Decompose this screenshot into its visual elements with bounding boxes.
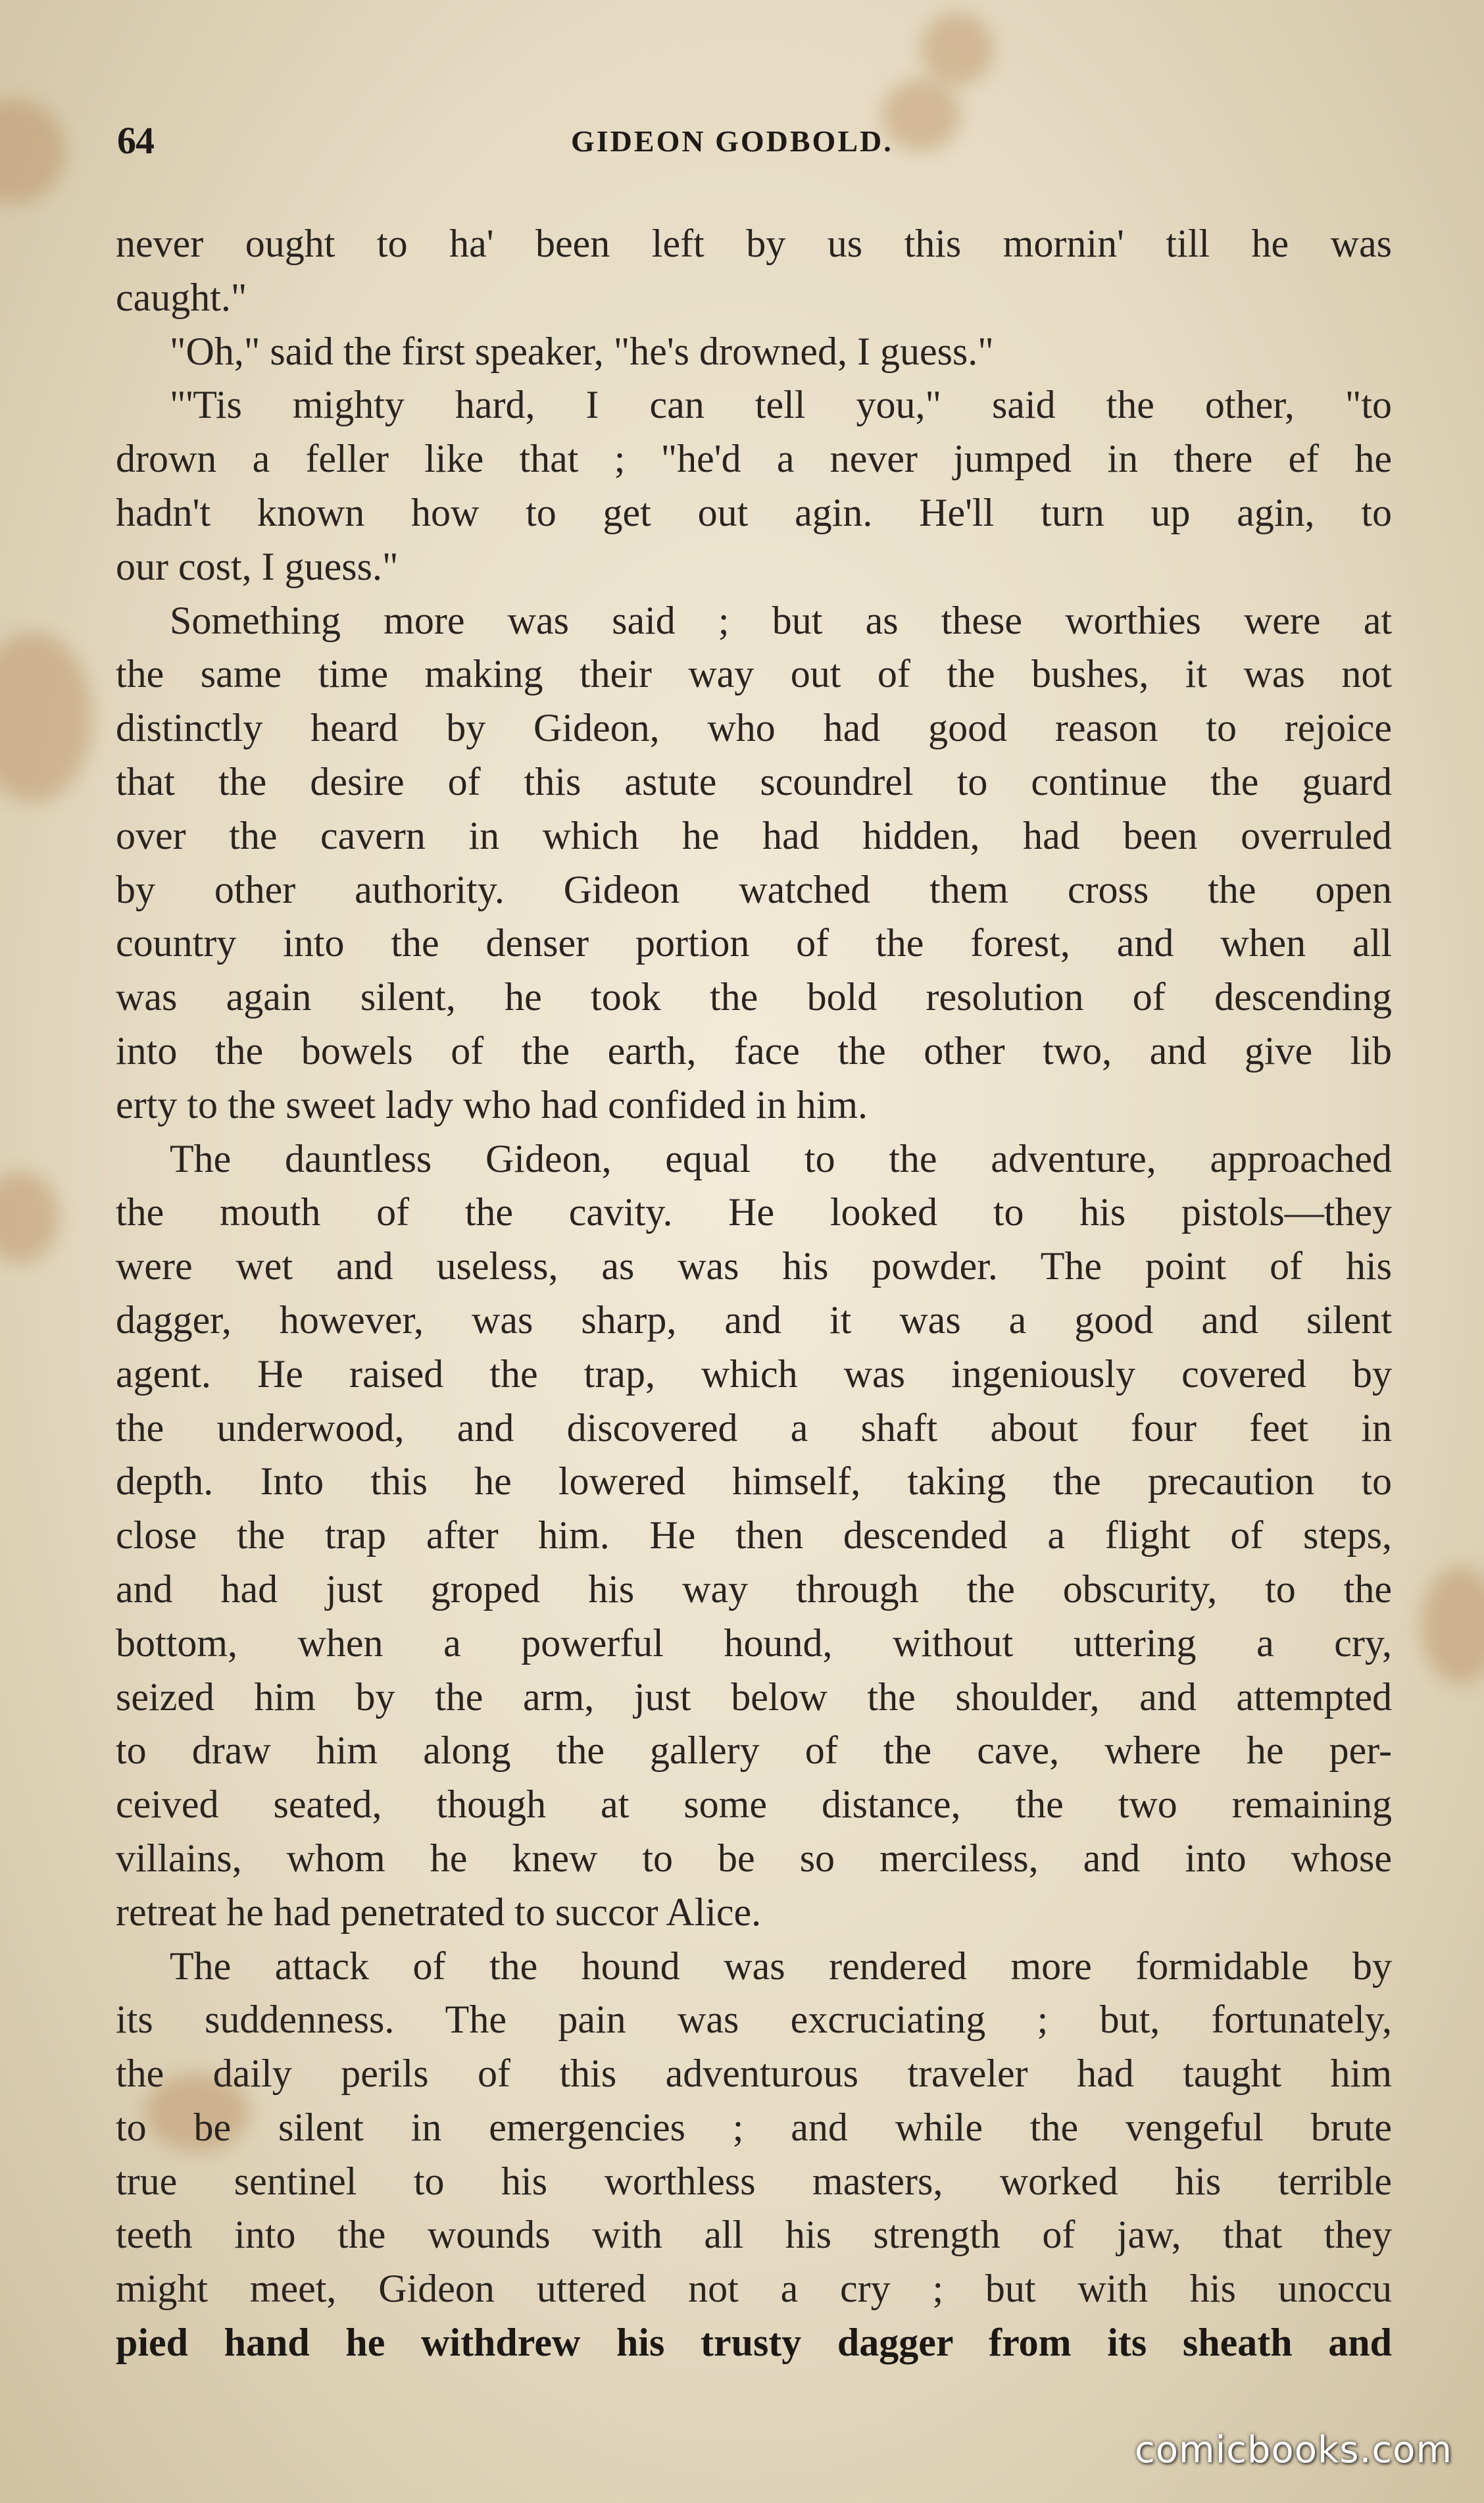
text-line: were wet and useless, as was his powder. The point of his [116, 1244, 1392, 1288]
text-line: over the cavern in which he had hidden, had been overruled [116, 813, 1392, 857]
running-head [117, 112, 1393, 171]
text-line: true sentinel to his worthless masters, worked his terrible [116, 2159, 1392, 2203]
text-line: seized him by the arm, just below the shoulder, and attempted [116, 1675, 1392, 1719]
text-line: "'Tis mighty hard, I can tell you," said the other, "to [170, 383, 1392, 427]
text-line: dagger, however, was sharp, and it was a good and silent [116, 1298, 1392, 1342]
text-line: country into the denser portion of the forest, and when all [116, 921, 1392, 965]
text-line: teeth into the wounds with all his strength of jaw, that they [116, 2213, 1392, 2257]
text-line: "Oh," said the first speaker, "he's drowned, I guess." [170, 329, 994, 373]
text-line: by other authority. Gideon watched them cross the open [116, 867, 1392, 911]
foxing-stain [921, 13, 993, 86]
foxing-stain [0, 1171, 59, 1263]
text-line: close the trap after him. He then descended a flight of steps, [116, 1513, 1392, 1557]
text-line: Something more was said ; but as these worthies were at [170, 598, 1392, 642]
page-number: 64 [117, 119, 154, 162]
text-line: retreat he had penetrated to succor Alice. [116, 1890, 762, 1934]
foxing-stain [1421, 1566, 1484, 1684]
text-line: to draw him along the gallery of the cave, where he per- [116, 1729, 1392, 1773]
text-line: caught." [116, 275, 247, 319]
text-line: ceived seated, though at some distance, the two remaining [116, 1782, 1392, 1827]
text-line: was again silent, he took the bold resolution of descending [116, 975, 1392, 1019]
text-line: the mouth of the cavity. He looked to his pistols—they [116, 1190, 1392, 1234]
text-line: the daily perils of this adventurous traveler had taught him [116, 2052, 1392, 2096]
watermark: comicbooks.com [1134, 2429, 1452, 2471]
text-line: that the desire of this astute scoundrel to continue the guard [116, 759, 1392, 803]
text-line: villains, whom he knew to be so merciless, and into whose [116, 1836, 1392, 1880]
text-line: distinctly heard by Gideon, who had good reason to rejoice [116, 706, 1392, 750]
text-line: pied hand he withdrew his trusty dagger from its sheath and [116, 2321, 1392, 2365]
text-line: to be silent in emergencies ; and while the vengeful brute [116, 2105, 1392, 2149]
running-title: GIDEON GODBOLD. [571, 124, 893, 158]
text-line: into the bowels of the earth, face the other two, and give lib [116, 1028, 1392, 1073]
foxing-stain [0, 632, 92, 803]
text-line: drown a feller like that ; "he'd a never jumped in there ef he [116, 437, 1392, 481]
text-line: erty to the sweet lady who had confided in him. [116, 1082, 868, 1126]
text-line: its suddenness. The pain was excruciating ; but, fortunately, [116, 1998, 1392, 2042]
text-line: never ought to ha' been left by us this mornin' till he was [116, 222, 1392, 265]
text-line: our cost, I guess." [116, 544, 399, 588]
text-line: and had just groped his way through the obscurity, to the [116, 1567, 1392, 1611]
text-line: depth. Into this he lowered himself, taking the precaution to [116, 1459, 1392, 1504]
text-line: hadn't known how to get out agin. He'll turn up agin, to [116, 490, 1392, 534]
text-line: the same time making their way out of the bushes, it was not [116, 652, 1392, 696]
body-text [116, 217, 1392, 2370]
foxing-stain [0, 99, 66, 204]
text-line: The dauntless Gideon, equal to the adventure, approached [170, 1136, 1392, 1180]
text-line: bottom, when a powerful hound, without uttering a cry, [116, 1621, 1392, 1665]
text-line: might meet, Gideon uttered not a cry ; but with his unoccu [116, 2267, 1392, 2311]
text-line: agent. He raised the trap, which was ingeniously covered by [116, 1352, 1392, 1396]
text-line: the underwood, and discovered a shaft about four feet in [116, 1405, 1392, 1450]
text-line: The attack of the hound was rendered more formidable by [170, 1944, 1392, 1988]
